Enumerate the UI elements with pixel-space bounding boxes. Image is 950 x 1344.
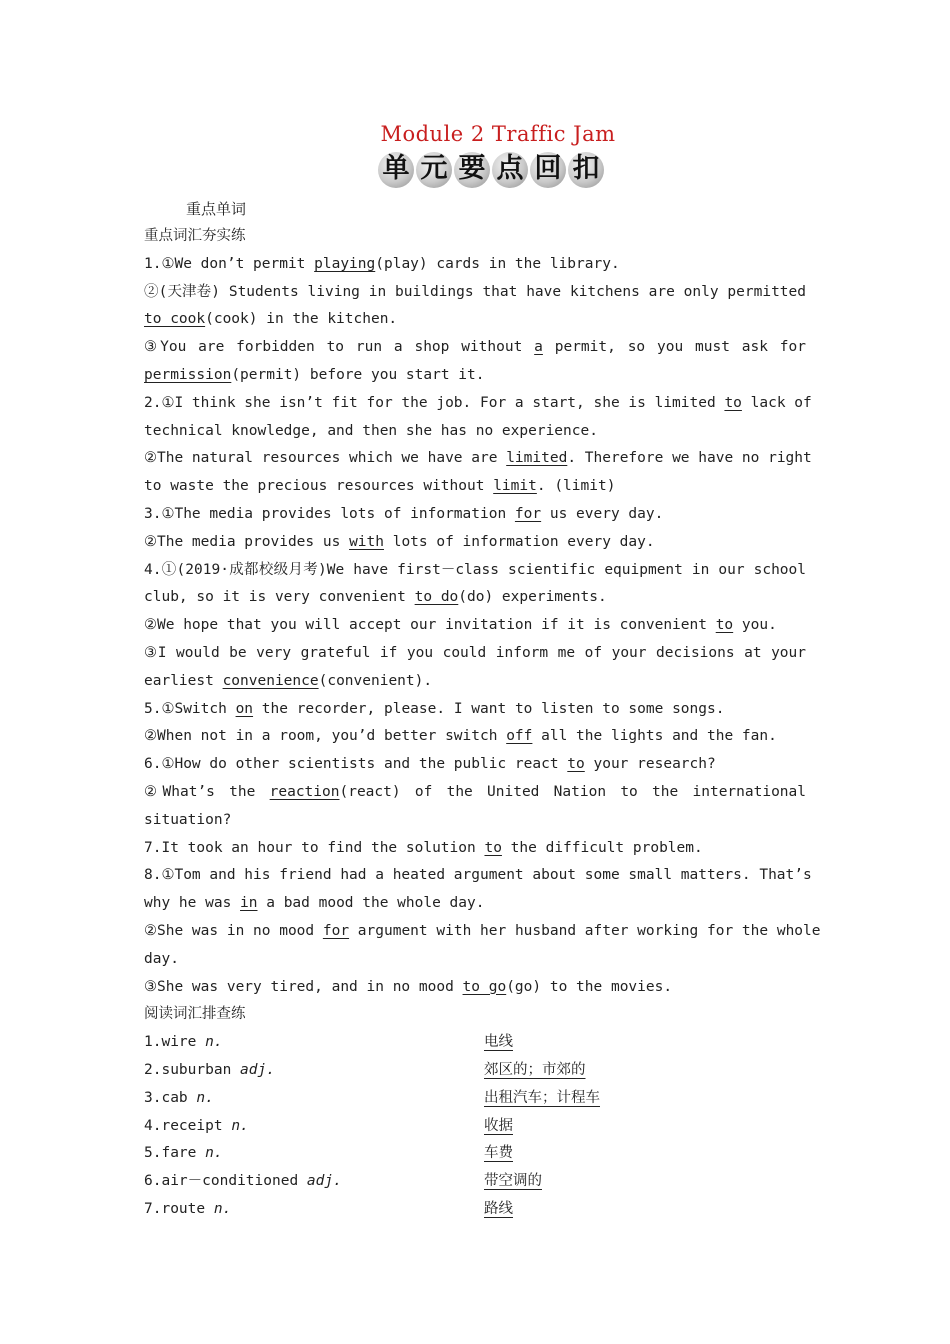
vocab-term: route [161, 1200, 206, 1217]
vocab-row [144, 1140, 806, 1168]
line-text: day. [144, 950, 179, 967]
vocab-term: receipt [161, 1117, 223, 1134]
vocab-word [144, 1140, 484, 1168]
answer-blank: for [514, 505, 542, 522]
vocab-meaning: 车费 [484, 1145, 513, 1162]
exercise-line [144, 640, 806, 668]
answer-blank: to [724, 394, 742, 411]
practice-heading: 重点词汇夯实练 [144, 228, 246, 244]
vocab-term: air－conditioned [161, 1173, 299, 1190]
line-text: ②We hope that you will accept our invitation if it is convenient [144, 617, 716, 634]
exercise-line [144, 529, 806, 557]
line-text: ②The natural resources which we have are [144, 450, 507, 467]
line-text: 6.①How do other scientists and the public react [144, 756, 568, 773]
answer-blank: to [715, 617, 734, 634]
exercise-line [144, 501, 806, 529]
line-text: technical knowledge, and then she has no experience. [144, 422, 598, 439]
vocab-word [144, 1057, 484, 1085]
exercise-line [144, 696, 806, 724]
line-text: your research? [584, 756, 716, 773]
exercise-line [144, 390, 812, 418]
part-of-speech: n. [205, 1145, 223, 1162]
exercise-line [144, 779, 806, 807]
part-of-speech: n. [196, 1089, 214, 1106]
line-text: 2.①I think she isn’t fit for the job. For a start, she is limited [144, 394, 725, 411]
banner-char-bubble: 点 [492, 152, 528, 188]
vocab-row [144, 1113, 806, 1141]
line-text: situation? [144, 811, 232, 828]
answer-blank: permission [144, 366, 232, 383]
line-text: why he was [144, 895, 241, 912]
line-text: club, so it is very convenient [144, 589, 415, 606]
line-text: . Therefore we have no right [567, 450, 812, 467]
unit-review-banner [378, 152, 604, 188]
answer-blank: to go [462, 978, 507, 995]
vocab-term: cab [161, 1089, 188, 1106]
vocab-row [144, 1168, 806, 1196]
line-text: lack of [741, 394, 812, 411]
line-text: (play) cards in the library. [375, 255, 620, 272]
exercise-line [144, 362, 806, 390]
vocab-meaning: 郊区的；市郊的 [484, 1061, 586, 1078]
line-text: 4.①(2019·成都校级月考)We have first－class scientific equipment in our school [144, 561, 806, 578]
line-text: ②(天津卷) Students living in buildings that have kitchens are only permitted [144, 283, 806, 300]
line-text: earliest [144, 672, 223, 689]
line-text: us every day. [541, 505, 664, 522]
vocab-number: 7. [144, 1200, 162, 1217]
exercise-content [144, 223, 821, 1224]
answer-blank: for [322, 922, 350, 939]
exercise-line [144, 612, 806, 640]
line-text: permit, so you must ask for [542, 339, 806, 356]
line-text: (go) to the movies. [506, 978, 673, 995]
answer-blank: to do [414, 589, 459, 606]
vocab-term: suburban [161, 1061, 232, 1078]
line-text: 7.It took an hour to find the solution [144, 839, 485, 856]
line-text: ③She was very tired, and in no mood [144, 978, 463, 995]
vocab-row [144, 1057, 806, 1085]
line-text: ②What’s the [144, 783, 270, 800]
answer-blank: with [349, 533, 384, 550]
answer-blank: playing [314, 255, 376, 272]
answer-blank: on [235, 700, 254, 717]
exercise-line [144, 751, 806, 779]
line-text: (permit) before you start it. [231, 366, 485, 383]
banner-char-bubble: 要 [454, 152, 490, 188]
vocab-row [144, 1085, 806, 1113]
exercise-line [144, 584, 806, 612]
vocab-number: 2. [144, 1061, 162, 1078]
part-of-speech: n. [231, 1117, 249, 1134]
line-text: ③I would be very grateful if you could inform me of your decisions at your [144, 644, 806, 661]
vocab-meaning: 路线 [484, 1200, 513, 1217]
exercise-line [144, 890, 806, 918]
line-text: ②When not in a room, you’d better switch [144, 728, 507, 745]
vocab-word [144, 1029, 484, 1057]
exercise-line [144, 445, 812, 473]
line-text: all the lights and the fan. [532, 728, 777, 745]
exercise-line [144, 473, 806, 501]
line-text: 1.①We don’t permit [144, 255, 315, 272]
answer-blank: limit [493, 478, 537, 495]
banner-char-bubble: 回 [530, 152, 566, 188]
line-text: argument with her husband after working for the whole [349, 922, 821, 939]
vocab-row [144, 1196, 806, 1224]
vocab-row [144, 1029, 806, 1057]
line-text: lots of information every day. [383, 533, 655, 550]
vocab-word [144, 1085, 484, 1113]
exercise-line [144, 334, 806, 362]
answer-blank: off [506, 728, 533, 745]
answer-blank: in [240, 895, 258, 912]
answer-blank: limited [506, 450, 568, 467]
exercise-line [144, 279, 806, 307]
line-text: (convenient). [318, 672, 433, 689]
exercise-line [144, 918, 821, 946]
part-of-speech: adj. [306, 1173, 342, 1190]
reading-heading: 阅读词汇排查练 [144, 1006, 246, 1023]
exercise-line [144, 418, 806, 446]
part-of-speech: n. [213, 1200, 232, 1217]
line-text: ②She was in no mood [144, 922, 323, 939]
part-of-speech: n. [205, 1034, 223, 1051]
line-text: . (limit) [536, 478, 616, 495]
exercise-line [144, 946, 806, 974]
line-text: 8.①Tom and his friend had a heated argument about some small matters. That’s [144, 867, 812, 884]
exercise-line [144, 251, 806, 279]
line-text: 3.①The media provides lots of information [144, 505, 515, 522]
exercise-line [144, 723, 806, 751]
banner-char-bubble: 元 [416, 152, 452, 188]
vocab-number: 5. [144, 1145, 162, 1162]
vocab-word [144, 1196, 484, 1224]
answer-blank: convenience [222, 672, 319, 689]
exercise-line [144, 807, 806, 835]
vocab-term: fare [161, 1145, 197, 1162]
line-text: ③You are forbidden to run a shop without [144, 339, 535, 356]
vocab-meaning: 电线 [484, 1034, 513, 1051]
section-heading: 重点单词 [186, 200, 247, 218]
line-text: ②The media provides us [144, 533, 350, 550]
vocab-number: 4. [144, 1117, 162, 1134]
exercise-lines [144, 251, 821, 1002]
part-of-speech: adj. [240, 1061, 275, 1078]
vocab-term: wire [161, 1034, 197, 1051]
vocab-number: 3. [144, 1089, 162, 1106]
vocab-number: 1. [144, 1034, 162, 1051]
exercise-line [144, 835, 806, 863]
banner-char-bubble: 扣 [568, 152, 604, 188]
vocab-word [144, 1168, 484, 1196]
answer-blank: to [567, 756, 585, 773]
answer-blank: a [534, 339, 543, 356]
vocab-word [144, 1113, 484, 1141]
line-text: you. [733, 617, 777, 634]
answer-blank: to cook [144, 311, 206, 328]
line-text: (react) of the United Nation to the international [339, 783, 806, 800]
exercise-line [144, 306, 806, 334]
module-title: Module 2 Traffic Jam [380, 122, 616, 146]
banner-char-bubble: 单 [378, 152, 414, 188]
answer-blank: reaction [269, 783, 340, 800]
vocab-list [144, 1029, 806, 1224]
exercise-line [144, 974, 806, 1002]
line-text: the difficult problem. [501, 839, 703, 856]
answer-blank: to [484, 839, 502, 856]
line-text: (do) experiments. [458, 589, 607, 606]
line-text: a bad mood the whole day. [257, 895, 485, 912]
vocab-meaning: 带空调的 [484, 1173, 542, 1190]
line-text: (cook) in the kitchen. [205, 311, 398, 328]
vocab-number: 6. [144, 1173, 162, 1190]
line-text: to waste the precious resources without [144, 478, 494, 495]
vocab-meaning: 收据 [484, 1117, 513, 1134]
line-text: the recorder, please. I want to listen to some songs. [253, 700, 725, 717]
exercise-line [144, 668, 806, 696]
exercise-line [144, 862, 812, 890]
vocab-meaning: 出租汽车；计程车 [484, 1089, 600, 1106]
exercise-line [144, 557, 806, 585]
line-text: 5.①Switch [144, 700, 236, 717]
